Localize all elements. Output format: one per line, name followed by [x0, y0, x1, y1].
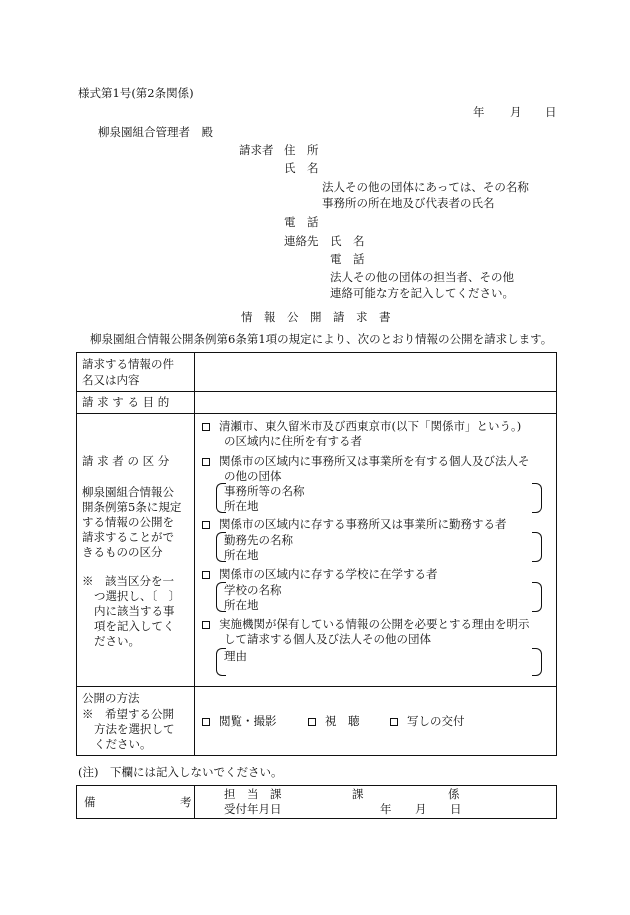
org-note-2: 事務所の所在地及び代表者の氏名	[322, 196, 495, 210]
category-note-3: 内に該当する事	[94, 604, 175, 618]
category-desc-2: 開条例第5条に規定	[82, 500, 182, 514]
requester-name-label: 氏 名	[284, 161, 319, 175]
office-year: 年	[380, 802, 392, 816]
office-label-left: 備	[84, 795, 96, 809]
contact-note-1: 法人その他の団体の担当者、その他	[330, 270, 514, 284]
option-4-checkbox[interactable]	[202, 571, 210, 579]
option-4-field-1[interactable]: 学校の名称	[224, 583, 282, 597]
row-line-1	[76, 391, 557, 392]
option-3[interactable]	[202, 517, 507, 531]
option-2-bracket-right	[532, 483, 542, 513]
method-option-2[interactable]	[308, 714, 360, 728]
office-divider	[194, 785, 195, 819]
option-1-text-1: 清瀬市、東久留米市及び西東京市(以下「関係市」という。)	[219, 419, 522, 433]
option-3-checkbox[interactable]	[202, 521, 210, 529]
category-note-4: 項を記入してく	[94, 619, 175, 633]
info-name-label-1: 請求する情報の件	[82, 357, 174, 371]
option-5-bracket-right	[532, 648, 542, 676]
option-2-text-1: 関係市の区域内に事務所又は事業所を有する個人及び法人そ	[219, 454, 530, 468]
method-note-3: ください。	[94, 737, 152, 751]
option-1-checkbox[interactable]	[202, 423, 210, 431]
option-3-field-2[interactable]: 所在地	[224, 548, 259, 562]
contact-label: 連絡先	[284, 234, 319, 248]
office-label-right: 考	[180, 795, 192, 809]
option-3-field-1[interactable]: 勤務先の名称	[224, 533, 293, 547]
contact-phone-label: 電 話	[330, 252, 365, 266]
method-2-label: 視 聴	[325, 714, 360, 728]
option-4-field-2[interactable]: 所在地	[224, 598, 259, 612]
option-5-text-2: して請求する個人及び法人その他の団体	[224, 632, 431, 646]
requester-address-label: 住 所	[284, 143, 319, 157]
category-desc-1: 柳泉園組合情報公	[82, 485, 174, 499]
category-desc-4: 請求することがで	[82, 530, 174, 544]
category-note-1: ※ 該当区分を一	[82, 574, 174, 588]
org-note-1: 法人その他の団体にあっては、その名称	[322, 180, 529, 194]
category-desc-3: する情報の公開を	[82, 515, 174, 529]
method-1-label: 閲覧・撮影	[219, 714, 277, 728]
contact-note-2: 連絡可能な方を記入してください。	[330, 286, 514, 300]
office-day: 日	[450, 802, 462, 816]
info-name-label-2: 名又は内容	[82, 373, 140, 387]
office-received: 受付年月日	[224, 802, 282, 816]
category-desc-5: きるものの区分	[82, 545, 163, 559]
option-4-text-1: 関係市の区域内に存する学校に在学する者	[219, 567, 438, 581]
method-3-label: 写しの交付	[407, 714, 465, 728]
contact-name-label: 氏 名	[330, 234, 365, 248]
option-4-bracket-right	[532, 582, 542, 612]
option-5-field-1[interactable]: 理由	[224, 649, 247, 663]
option-5[interactable]	[202, 617, 530, 631]
option-5-text-1: 実施機関が保有している情報の公開を必要とする理由を明示	[219, 617, 530, 631]
method-head: 公開の方法	[82, 691, 140, 705]
option-5-checkbox[interactable]	[202, 621, 210, 629]
method-note-1: ※ 希望する公開	[82, 707, 174, 721]
requester-label: 請求者	[239, 143, 274, 157]
requester-phone-label: 電 話	[284, 215, 319, 229]
category-note-2: つ選択し、〔 〕	[94, 589, 181, 603]
office-table	[76, 785, 557, 819]
option-1-text-2: の区域内に住所を有する者	[224, 434, 362, 448]
option-2-checkbox[interactable]	[202, 458, 210, 466]
option-2[interactable]	[202, 454, 530, 468]
office-month: 月	[415, 802, 427, 816]
office-kakari: 係	[448, 787, 460, 801]
purpose-label: 請 求 す る 目 的	[82, 395, 170, 409]
date-month: 月	[510, 105, 522, 119]
option-3-bracket-right	[532, 532, 542, 562]
row-line-3	[76, 686, 557, 687]
option-2-field-1[interactable]: 事務所等の名称	[224, 484, 305, 498]
office-tanto: 担 当 課	[224, 787, 282, 801]
row-line-2	[76, 413, 557, 414]
method-3-checkbox[interactable]	[390, 718, 398, 726]
category-note-5: ださい。	[94, 634, 140, 648]
form-number: 様式第1号(第2条関係)	[78, 86, 194, 100]
method-option-1[interactable]	[202, 714, 277, 728]
category-head: 請 求 者 の 区 分	[82, 454, 170, 468]
option-2-text-2: の他の団体	[224, 469, 282, 483]
office-ka: 課	[352, 787, 364, 801]
method-2-checkbox[interactable]	[308, 718, 316, 726]
option-3-text-1: 関係市の区域内に存する事務所又は事業所に勤務する者	[219, 517, 507, 531]
method-note-2: 方法を選択して	[94, 722, 175, 736]
addressee: 柳泉園組合管理者 殿	[98, 125, 213, 139]
option-4[interactable]	[202, 567, 438, 581]
note-text: (注) 下欄には記入しないでください。	[78, 765, 283, 779]
date-year: 年	[473, 105, 485, 119]
option-2-field-2[interactable]: 所在地	[224, 499, 259, 513]
intro-text: 柳泉園組合情報公開条例第6条第1項の規定により、次のとおり情報の公開を請求します。	[90, 332, 553, 346]
document-title: 情 報 公 開 請 求 書	[241, 310, 391, 324]
date-day: 日	[545, 105, 557, 119]
option-1[interactable]	[202, 419, 521, 433]
method-option-3[interactable]	[390, 714, 465, 728]
method-1-checkbox[interactable]	[202, 718, 210, 726]
